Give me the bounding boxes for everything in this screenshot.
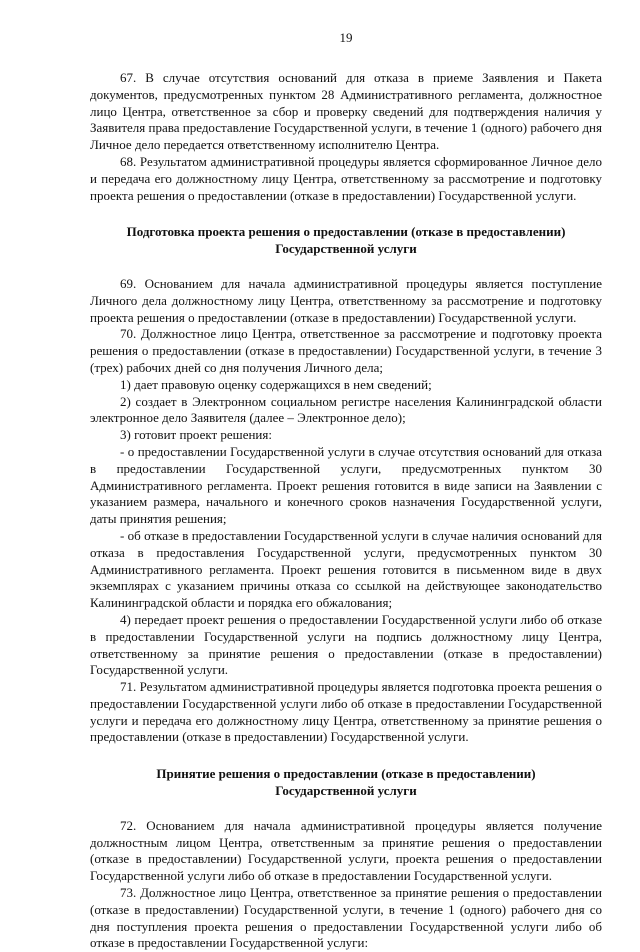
list-item-4: 4) передает проект решения о предоставлении Государственной услуги либо об отказе в предоставлении Государственной услуги на подпись должностному лицу Центра, ответственному за принятие решения о предоставлении (отказе в предоставлении) Государственной услуги. — [90, 611, 602, 678]
section-heading-decision: Принятие решения о предоставлении (отказе в предоставлении) Государственной услуги — [156, 766, 536, 799]
list-subitem-refusal: - об отказе в предоставлении Государственной услуги в случае наличия оснований для отказа в предоставления Государственной услуги, предусмотренных пунктом 30 Административного регламента. Проект решения готовится в письменном виде в двух экземплярах с указанием причины отказа со ссылкой на действующее законодательство Калининградской области и порядка его обжалования; — [90, 527, 602, 611]
paragraph-68: 68. Результатом административной процедуры является сформированное Личное дело и передача его должностному лицу Центра, ответственному за рассмотрение и подготовку проекта решения о предоставлении (отказе в предоставлении) Государственной услуги. — [90, 153, 602, 203]
paragraph-69: 69. Основанием для начала административной процедуры является поступление Личного дела должностному лицу Центра, ответственному за рассмотрение и подготовку проекта решения о предоставлении (отказе в предоставлении) Государственной услуги. — [90, 275, 602, 325]
list-item-2: 2) создает в Электронном социальном регистре населения Калининградской области электронное дело Заявителя (далее – Электронное дело); — [90, 393, 602, 426]
paragraph-71: 71. Результатом административной процедуры является подготовка проекта решения о предоставлении Государственной услуги либо об отказе в предоставлении Государственной услуги и передача его должностному лицу Центра, ответственному за принятие решения о предоставлении (отказе в предоставлении) Государственной услуги. — [90, 679, 602, 745]
list-item-1: 1) дает правовую оценку содержащихся в нем сведений; — [120, 376, 432, 392]
paragraph-72: 72. Основанием для начала административной процедуры является получение должностным лицом Центра, ответственным за принятие решения о предоставлении (отказе в предоставлении) Государственной услуги, проекта решения о предоставлении Государственной услуги либо об отказе в предоставлении Государственной услуги. — [90, 817, 602, 884]
section-heading-draft-decision: Подготовка проекта решения о предоставлении (отказе в предоставлении) Государственной услуги — [126, 224, 566, 257]
page-number: 19 — [339, 30, 353, 45]
paragraph-70: 70. Должностное лицо Центра, ответственное за рассмотрение и подготовку проекта решения о предоставлении (отказе в предоставлении) Государственной услуги, в течение 3 (трех) рабочих дней со дня получения Личного дела; — [90, 326, 602, 375]
list-subitem-grant: - о предоставлении Государственной услуги в случае отсутствия оснований для отказа в предоставлении Государственной услуги, предусмотренных пунктом 30 Административного регламента. Проект решения готовится в виде записи на Заявлении с указанием размера, начального и конечного сроков назначения Государственной услуги, даты принятия решения; — [90, 443, 602, 527]
paragraph-73: 73. Должностное лицо Центра, ответственное за принятие решения о предоставлении (отказе в предоставлении) Государственной услуги, в течение 1 (одного) рабочего дня со дня поступления проекта решения о предоставлении Государственной услуги либо об отказе в предоставлении Государственной услуги: — [90, 885, 602, 951]
list-item-3: 3) готовит проект решения: — [120, 427, 272, 443]
paragraph-67: 67. В случае отсутствия оснований для отказа в приеме Заявления и Пакета документов, предусмотренных пунктом 28 Административного регламента, должностное лицо Центра, ответственное за сбор и проверку сведений для подтверждения наличия у Заявителя права предоставление Государственной услуги, в течение 1 (одного) рабочего дня Личное дело передается ответственному исполнителю Центра. — [90, 70, 602, 153]
